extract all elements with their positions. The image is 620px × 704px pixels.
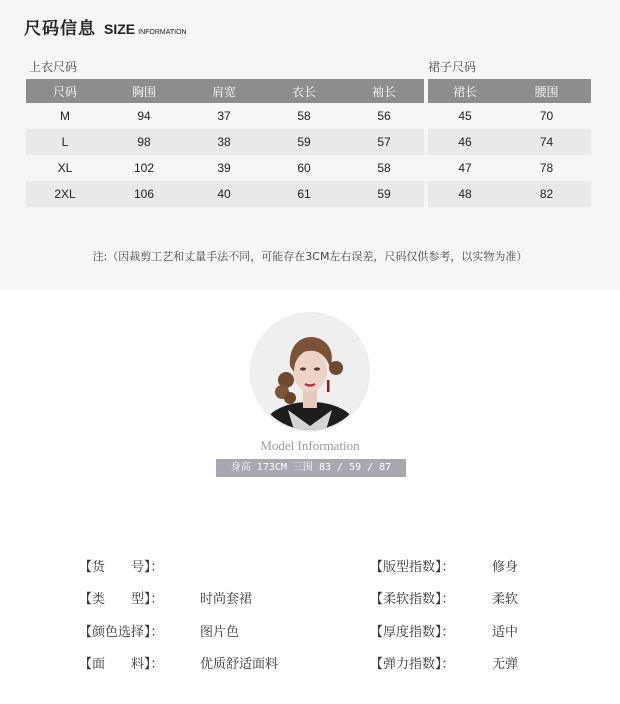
table-row: [26, 155, 424, 181]
top-size-table: [26, 79, 424, 207]
table-cell: 74: [502, 129, 591, 155]
top-table-caption: 上衣尺码: [29, 60, 78, 74]
table-cell: 48: [428, 181, 502, 207]
spec-elasticity-label: 【弹力指数】：: [370, 657, 455, 672]
table-cell: 57: [344, 129, 424, 155]
column-header: 衣长: [264, 79, 344, 103]
spec-thickness-label: 【厚度指数】：: [370, 625, 455, 640]
table-cell: 61: [264, 181, 344, 207]
table-row: [428, 129, 591, 155]
column-header: 尺码: [26, 79, 104, 103]
table-cell: 58: [297, 109, 311, 123]
spec-thickness-value: 适中: [492, 625, 519, 640]
model-portrait-image: [252, 314, 368, 430]
table-cell: 59: [264, 129, 344, 155]
table-cell: M: [60, 109, 70, 123]
skirt-size-table: [428, 79, 591, 207]
table-header-row: [26, 79, 424, 103]
table-cell: 37: [217, 109, 231, 123]
spec-softness-value: 柔软: [492, 592, 519, 607]
spec-softness-label: 【柔软指数】：: [370, 592, 455, 607]
spec-type-value: 时尚套裙: [200, 592, 253, 607]
table-row: [428, 103, 591, 129]
spec-fit-value: 修身: [492, 560, 519, 575]
table-cell: 58: [377, 161, 391, 175]
table-row: [26, 129, 424, 155]
table-cell: 46: [428, 129, 502, 155]
header-title-en: SIZE: [104, 21, 136, 37]
column-header: 裙长: [428, 79, 502, 103]
spec-color-value: 图片色: [200, 625, 240, 640]
table-cell: 82: [502, 181, 591, 207]
table-row: [428, 181, 591, 207]
spec-type-label: 【类 型】：: [79, 592, 164, 607]
spec-color-label: 【颜色选择】：: [79, 625, 164, 640]
table-cell: 102: [133, 161, 155, 175]
model-portrait: [252, 314, 368, 430]
column-header: 胸围: [104, 79, 184, 103]
skirt-table-caption: 裙子尺码: [428, 60, 477, 74]
table-cell: 106: [104, 181, 184, 207]
column-header: 肩宽: [184, 79, 264, 103]
table-row: [26, 103, 424, 129]
table-cell: 45: [458, 109, 472, 123]
model-stats-bar: 身高 173CM 三围 83 / 59 / 87: [216, 459, 406, 477]
table-cell: 47: [458, 161, 472, 175]
column-header: 袖长: [344, 79, 424, 103]
header-title-cn: 尺码信息: [24, 19, 96, 39]
table-header-row: [428, 79, 591, 103]
spec-fit-label: 【版型指数】：: [370, 560, 455, 575]
table-cell: 70: [539, 109, 554, 123]
table-cell: 2XL: [26, 181, 104, 207]
spec-item-number-label: 【货 号】：: [79, 560, 164, 575]
table-cell: 60: [297, 161, 311, 175]
table-row: [428, 155, 591, 181]
column-header: 腰围: [502, 79, 591, 103]
table-cell: 38: [184, 129, 264, 155]
table-cell: L: [26, 129, 104, 155]
table-row: [26, 181, 424, 207]
header-title-en-small: INFORMATION: [138, 29, 187, 36]
spec-elasticity-value: 无弹: [492, 657, 519, 672]
table-cell: 98: [104, 129, 184, 155]
table-cell: 40: [184, 181, 264, 207]
table-cell: 39: [217, 161, 231, 175]
table-cell: 59: [344, 181, 424, 207]
table-cell: 78: [539, 161, 554, 175]
size-note: 注:（因裁剪工艺和丈量手法不同，可能存在3CM左右误差，尺码仅供参考，以实物为准）: [92, 250, 528, 263]
spec-fabric-value: 优质舒适面料: [200, 657, 279, 672]
table-cell: 56: [377, 109, 391, 123]
spec-fabric-label: 【面 料】：: [79, 657, 164, 672]
section-header: [24, 14, 187, 39]
model-info-title: Model Information: [260, 438, 360, 453]
table-cell: XL: [57, 161, 73, 175]
table-cell: 94: [137, 109, 151, 123]
